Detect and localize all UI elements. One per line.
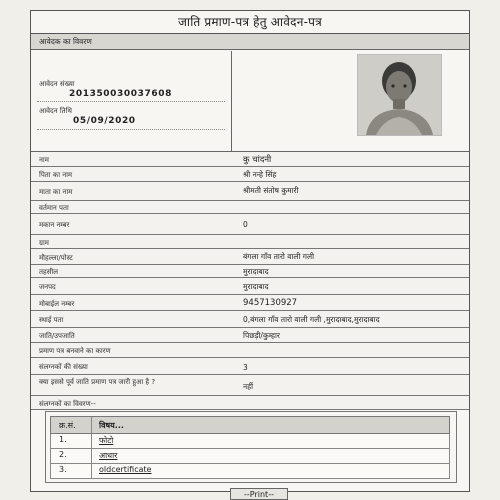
divider [91,434,92,448]
divider [91,417,92,433]
row-value: नहीं [243,382,254,391]
application-form [30,10,470,492]
row-village [31,235,469,249]
photo-cell [232,51,469,152]
row-mother-name [31,182,469,201]
row-permanent-address [31,311,469,328]
row-label: मोबाईल नम्बर [39,300,75,308]
applicant-photo [357,54,442,136]
attachments-header [50,416,450,434]
row-value: 0,बंगला गाँव तारो वाली गली ,मुरादाबाद,मुरादाबाद [243,315,380,324]
row-label: जनपद [39,283,56,291]
application-date: 05/09/2020 [73,116,136,126]
application-info-cell [31,51,232,152]
divider [91,464,92,478]
row-previous-certificate [31,375,469,396]
row-label: प्रमाण पत्र बनवाने का कारण [39,347,111,355]
attachment-number: 2. [59,450,67,459]
attachment-link-photo[interactable]: फोटो [99,436,114,445]
attachment-row [50,449,450,464]
attachment-number: 1. [59,435,67,444]
row-reason [31,343,469,358]
row-label: पिता का नाम [39,171,73,179]
row-label: माता का नाम [39,188,73,196]
row-label: जाति/उपजाति [39,332,75,340]
row-label: वर्तमान पता [39,204,69,212]
row-value: श्रीमती संतोष कुमारी [243,186,299,195]
row-attachment-count [31,358,469,375]
application-number-label: आवेदन संख्या [39,80,75,88]
col-number-header: क्र.सं. [59,421,76,430]
row-label: संलग्नकों की संख्या [39,363,88,371]
application-date-label: आवेदन तिथि [39,107,72,115]
row-label: स्थाई पता [39,316,64,324]
row-current-address [31,201,469,214]
row-district [31,278,469,295]
row-value: पिछड़ी/कुम्हार [243,331,280,340]
row-value: कु चांदनी [243,155,272,165]
row-label: क्या इससे पूर्व जाति प्रमाण पत्र जारी हुआ है ? [39,378,156,386]
section-header: आवेदक का विवरण [31,34,469,50]
attachment-row [50,434,450,449]
row-label: संलग्नकों का विवरण-- [39,400,96,408]
row-caste [31,328,469,343]
row-label: नाम [39,156,49,164]
row-value: मुरादाबाद [243,282,269,291]
divider [37,129,225,130]
divider [37,101,225,102]
row-label: मकान नम्बर [39,221,70,229]
row-value: मुरादाबाद [243,267,269,276]
attachment-link-aadhaar[interactable]: आधार [99,451,118,460]
row-label: तहसील [39,268,58,276]
row-value: बंगला गाँव तारो वाली गली [243,252,315,261]
row-father-name [31,167,469,182]
print-button[interactable]: --Print-- [230,488,288,500]
row-value: 9457130927 [243,298,298,308]
attachment-number: 3. [59,465,67,474]
form-title: जाति प्रमाण-पत्र हेतु आवेदन-पत्र [31,11,469,34]
divider [91,449,92,463]
row-mobile [31,295,469,311]
application-number: 201350030037608 [69,89,172,99]
row-tehsil [31,265,469,278]
attachment-link-oldcertificate[interactable]: oldcertificate [99,465,152,474]
row-house-number [31,214,469,235]
row-label: मौहल्ला/पोस्ट [39,254,73,262]
row-name [31,152,469,167]
row-attachment-details [31,396,469,410]
col-subject-header: विषय... [99,421,124,430]
attachment-row [50,464,450,479]
attachments-box [45,411,457,483]
row-label: ग्राम [39,239,49,247]
row-value: 0 [243,220,248,229]
row-value: श्री नन्हे सिंह [243,170,277,179]
row-value: 3 [243,363,248,372]
applicant-photo-image [358,55,441,135]
row-locality-post [31,249,469,265]
